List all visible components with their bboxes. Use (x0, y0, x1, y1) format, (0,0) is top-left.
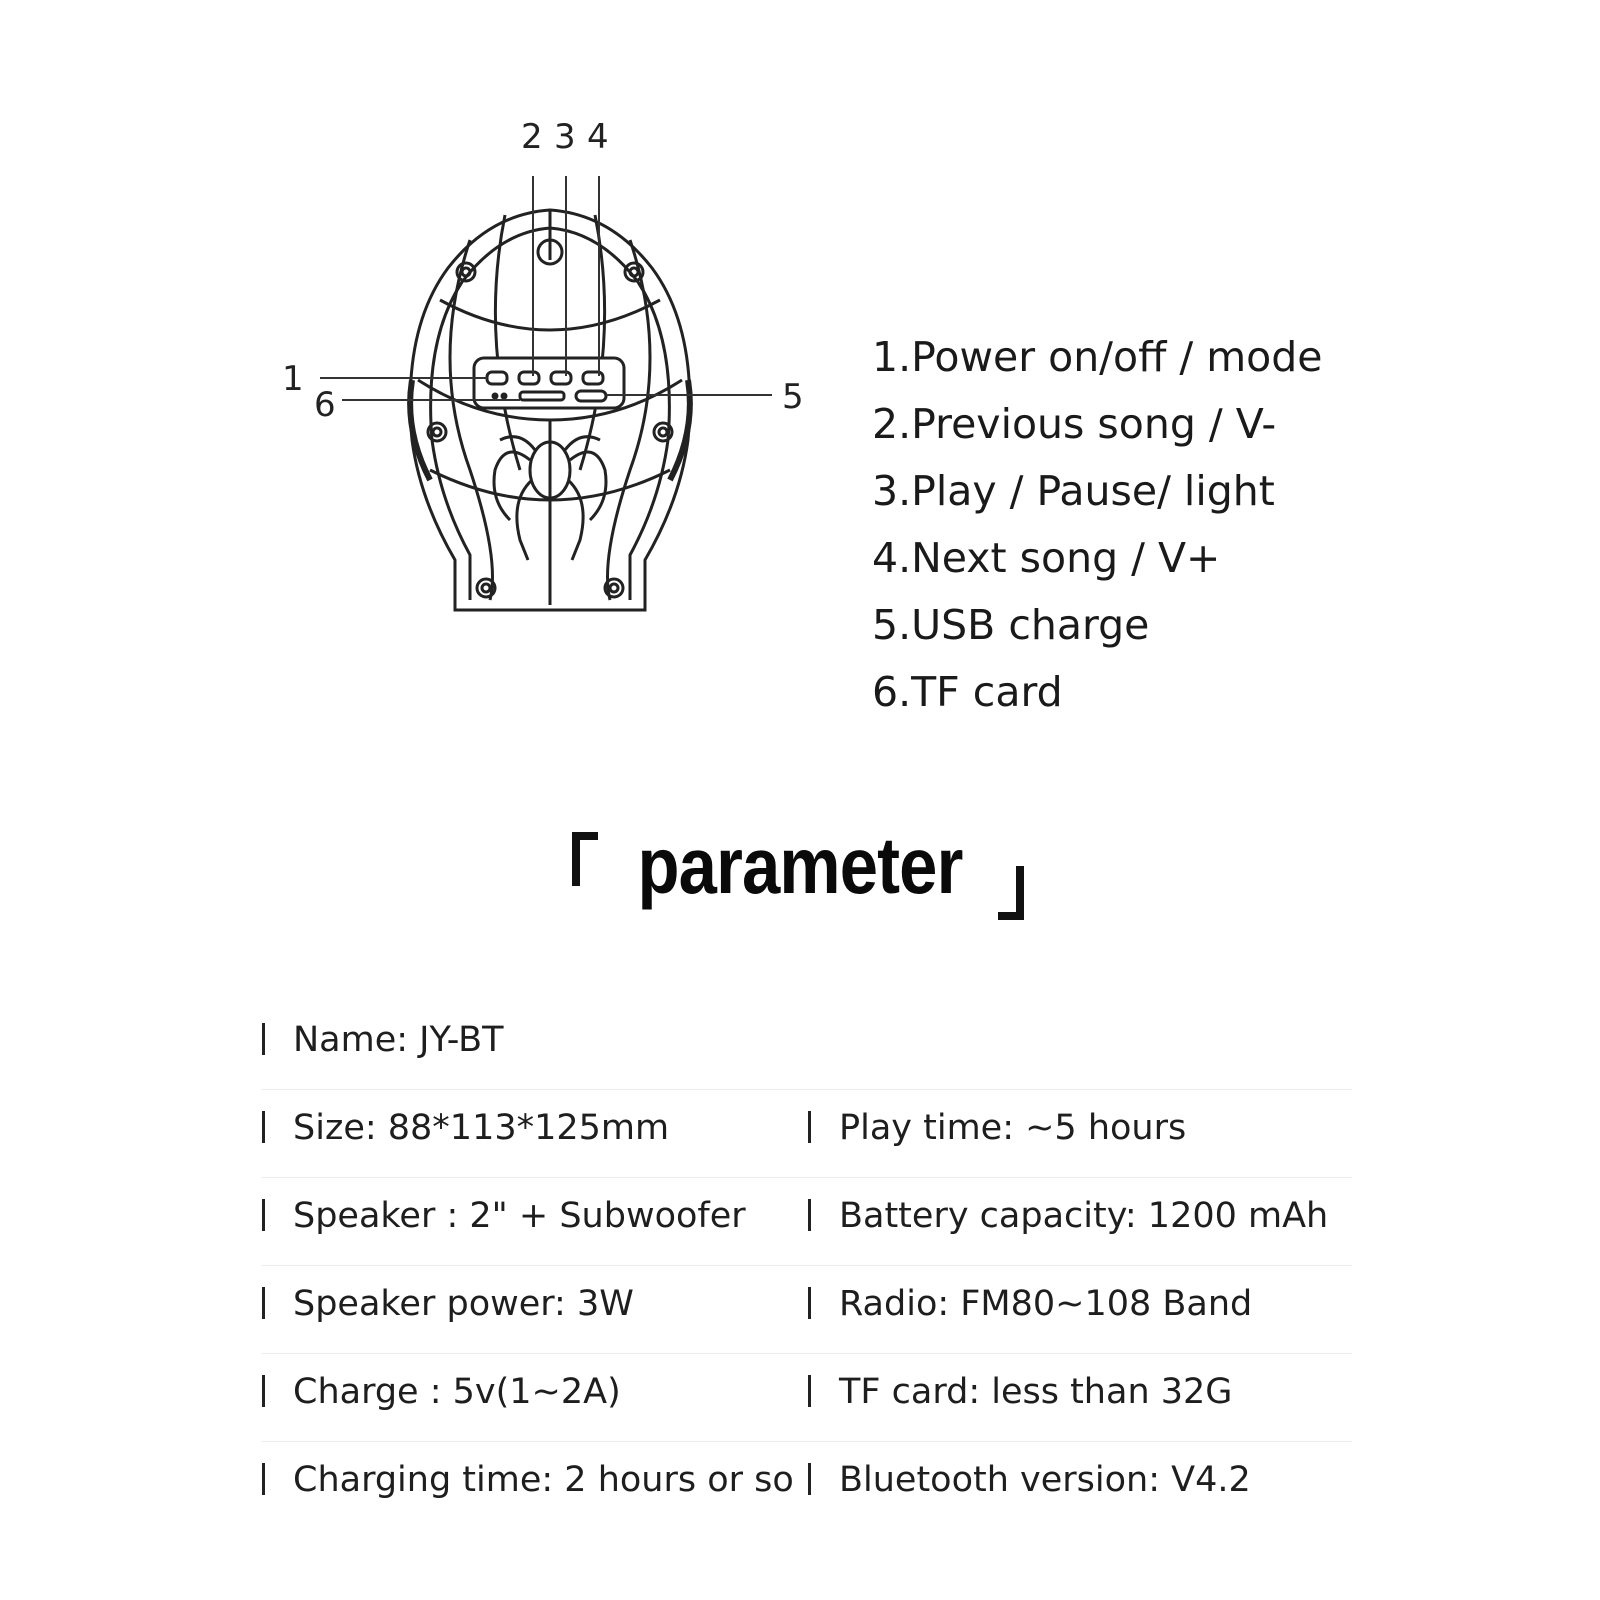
param-text: Charge : 5v(1~2A) (293, 1372, 621, 1412)
bullet-bar (262, 1023, 265, 1055)
param-row (262, 1002, 1352, 1090)
bullet-bar (262, 1199, 265, 1231)
bullet-bar (262, 1463, 265, 1495)
bullet-bar (808, 1287, 811, 1319)
bullet-bar (808, 1375, 811, 1407)
callout-number-2: 2 (521, 117, 543, 157)
bullet-bar (808, 1463, 811, 1495)
param-row (262, 1266, 1352, 1354)
param-text: TF card: less than 32G (839, 1372, 1233, 1412)
param-text: Speaker : 2" + Subwoofer (293, 1196, 746, 1236)
callout-number-4: 4 (587, 117, 609, 157)
legend-item-3: 3.Play / Pause/ light (872, 467, 1275, 515)
legend-item-2: 2.Previous song / V- (872, 400, 1277, 448)
param-cell-left (262, 1284, 634, 1324)
speaker-diagram (0, 0, 1600, 780)
param-cell-left (262, 1460, 794, 1500)
parameter-heading (0, 820, 1600, 930)
param-text: Name: JY-BT (293, 1020, 504, 1060)
bullet-bar (262, 1287, 265, 1319)
param-cell-left (262, 1372, 621, 1412)
bullet-bar (808, 1111, 811, 1143)
callout-number-3: 3 (554, 117, 576, 157)
callout-number-5: 5 (782, 377, 804, 417)
param-cell-right (808, 1284, 1252, 1324)
bullet-bar (262, 1375, 265, 1407)
param-cell-right (808, 1108, 1186, 1148)
right-corner-bracket (998, 866, 1024, 920)
param-row (262, 1442, 1352, 1529)
param-row (262, 1090, 1352, 1178)
parameter-table (262, 1002, 1352, 1529)
param-cell-left (262, 1108, 669, 1148)
legend-item-4: 4.Next song / V+ (872, 534, 1221, 582)
param-cell-right (808, 1460, 1251, 1500)
bullet-bar (808, 1199, 811, 1231)
param-cell-right (808, 1196, 1328, 1236)
param-cell-left (262, 1020, 504, 1060)
param-text: Size: 88*113*125mm (293, 1108, 670, 1148)
legend-item-6: 6.TF card (872, 668, 1063, 716)
param-row (262, 1178, 1352, 1266)
param-text: Charging time: 2 hours or so (293, 1460, 794, 1500)
param-cell-left (262, 1196, 746, 1236)
param-text: Bluetooth version: V4.2 (839, 1460, 1251, 1500)
param-text: Battery capacity: 1200 mAh (839, 1196, 1329, 1236)
param-text: Play time: ~5 hours (839, 1108, 1187, 1148)
callout-number-6: 6 (314, 385, 336, 425)
bullet-bar (262, 1111, 265, 1143)
heading-title: parameter (637, 821, 963, 910)
param-cell-right (808, 1372, 1232, 1412)
control-legend (872, 324, 1322, 726)
legend-item-1: 1.Power on/off / mode (872, 333, 1323, 381)
param-row (262, 1354, 1352, 1442)
param-text: Speaker power: 3W (293, 1284, 634, 1324)
speaker-body-outline (410, 210, 690, 610)
legend-item-5: 5.USB charge (872, 601, 1150, 649)
param-text: Radio: FM80~108 Band (839, 1284, 1253, 1324)
callout-number-1: 1 (282, 359, 304, 399)
